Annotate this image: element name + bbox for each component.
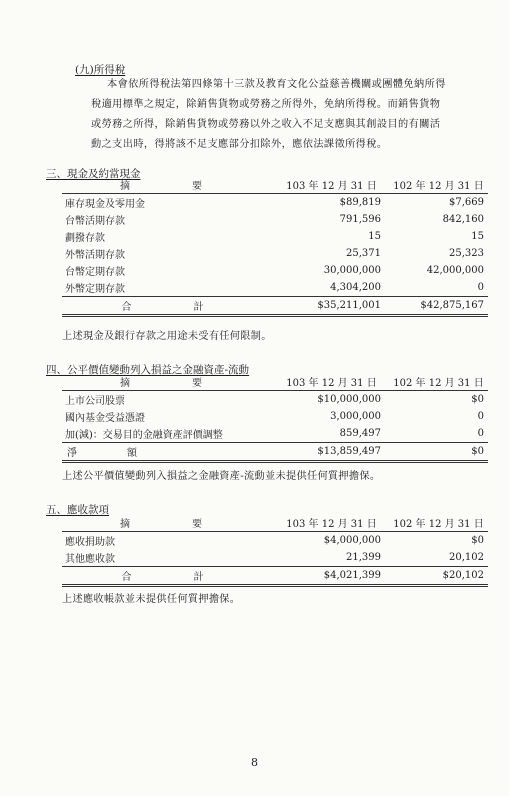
- column-header: 102 年 12 月 31 日: [389, 514, 488, 532]
- table-header-row: [62, 373, 488, 391]
- row-label: 台幣定期存款: [65, 267, 125, 278]
- receivables-note: 上述應收帳款並未提供任何質押擔保。: [62, 594, 241, 605]
- column-header: 102 年 12 月 31 日: [389, 373, 488, 391]
- value-103: 30,000,000: [323, 265, 381, 276]
- value-103: 3,000,000: [330, 411, 381, 422]
- value-102: 842,160: [442, 214, 484, 225]
- row-label: 台幣活期存款: [65, 216, 125, 227]
- total-row: [62, 443, 488, 462]
- value-103: $89,819: [339, 197, 381, 208]
- section-income-tax-title: (九)所得稅: [75, 64, 126, 76]
- value-103: 25,371: [346, 248, 381, 259]
- page-number: 8: [251, 756, 258, 769]
- value-103: 21,399: [346, 552, 381, 563]
- value-103: $4,000,000: [323, 535, 381, 546]
- total-label: 合 計: [62, 297, 274, 316]
- paragraph-line: 本會依所得稅法第四條第十三款及教育文化公益慈善機關或團體免納所得: [107, 79, 446, 90]
- value-102: 0: [477, 282, 484, 293]
- total-103: $4,021,399: [274, 567, 389, 586]
- value-102: $7,669: [449, 197, 484, 208]
- total-row: [62, 297, 488, 316]
- table-header-row: [62, 176, 488, 194]
- value-102: 25,323: [449, 248, 484, 259]
- table-row: [62, 408, 488, 425]
- table-row: [62, 279, 488, 297]
- value-103: 4,304,200: [330, 282, 381, 293]
- total-103: $13,859,497: [274, 443, 389, 462]
- total-103: $35,211,001: [274, 297, 389, 316]
- table-header-row: [62, 514, 488, 532]
- table-row: [62, 194, 488, 212]
- table-row: [62, 532, 488, 550]
- row-label: 應收捐助款: [65, 537, 115, 548]
- total-label: 合 計: [62, 567, 274, 586]
- table-row: [62, 549, 488, 567]
- table-row: [62, 211, 488, 228]
- total-row: [62, 567, 488, 586]
- value-102: $0: [471, 394, 484, 405]
- section-cash-title: 三、現金及約當現金: [46, 168, 141, 180]
- paragraph-line: 動之支出時，得將該不足支應部分扣除外，應依法課徵所得稅。: [91, 139, 388, 150]
- row-label: 庫存現金及零用金: [65, 199, 145, 210]
- table-row: [62, 228, 488, 245]
- total-label: 淨 額: [62, 443, 274, 462]
- paragraph-line: 或勞務之所得，除銷售貨物或勞務以外之收入不足支應與其創設目的有關活: [91, 119, 441, 130]
- value-102: 0: [477, 411, 484, 422]
- column-header: 103 年 12 月 31 日: [274, 373, 389, 391]
- total-102: $0: [389, 443, 488, 462]
- value-102: 15: [471, 231, 484, 242]
- value-102: 0: [477, 428, 484, 439]
- fvtpl-note: 上述公平價值變動列入損益之金融資產-流動並未提供任何質押擔保。: [62, 471, 381, 482]
- cash-table: [62, 176, 488, 317]
- row-label: 外幣活期存款: [65, 250, 125, 261]
- value-103: 791,596: [339, 214, 381, 225]
- column-header: 102 年 12 月 31 日: [389, 176, 488, 194]
- column-header: 103 年 12 月 31 日: [274, 514, 389, 532]
- value-102: 20,102: [449, 552, 484, 563]
- column-header: 摘 要: [62, 176, 274, 194]
- value-103: 15: [368, 231, 381, 242]
- row-label: 其他應收款: [65, 554, 115, 565]
- cash-note: 上述現金及銀行存款之用途未受有任何限制。: [62, 331, 272, 342]
- value-102: 42,000,000: [426, 265, 484, 276]
- row-label: 加(減)：交易目的金融資產評價調整: [65, 430, 223, 441]
- row-label: 國內基金受益憑證: [65, 413, 145, 424]
- column-header: 103 年 12 月 31 日: [274, 176, 389, 194]
- row-label: 劃撥存款: [65, 233, 105, 244]
- section-receivables-title: 五、應收款項: [46, 504, 109, 516]
- value-102: $0: [471, 535, 484, 546]
- table-row: [62, 391, 488, 409]
- table-row: [62, 425, 488, 443]
- total-102: $42,875,167: [389, 297, 488, 316]
- value-103: 859,497: [339, 428, 381, 439]
- column-header: 摘 要: [62, 373, 274, 391]
- section-fvtpl-title: 四、公平價值變動列入損益之金融資產-流動: [46, 364, 250, 376]
- total-102: $20,102: [389, 567, 488, 586]
- table-row: [62, 245, 488, 262]
- row-label: 上市公司股票: [65, 396, 125, 407]
- fvtpl-table: [62, 373, 488, 463]
- receivables-table: [62, 514, 488, 587]
- paragraph-line: 稅適用標準之規定，除銷售貨物或勞務之所得外，免納所得稅。而銷售貨物: [91, 99, 441, 110]
- value-103: $10,000,000: [317, 394, 381, 405]
- row-label: 外幣定期存款: [65, 284, 125, 295]
- table-row: [62, 262, 488, 279]
- column-header: 摘 要: [62, 514, 274, 532]
